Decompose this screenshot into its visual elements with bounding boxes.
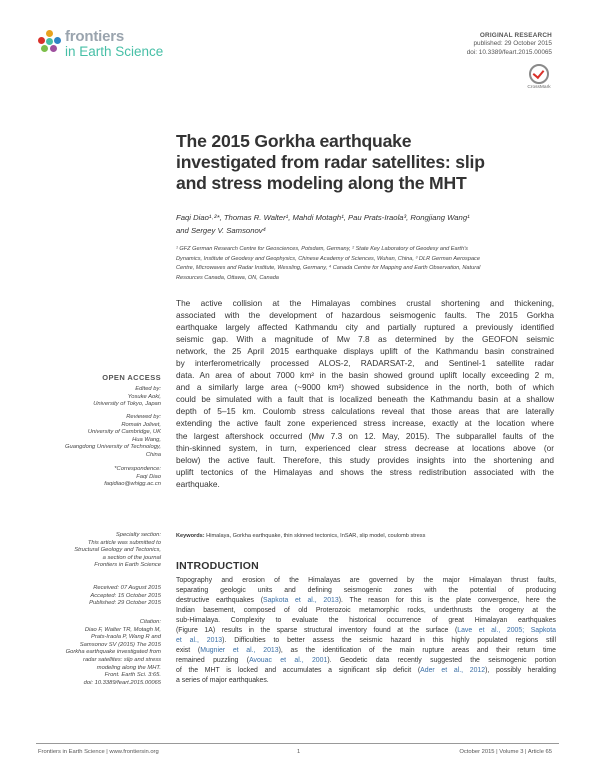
keywords-text: Himalaya, Gorkha earthquake, thin skinned tectonics, InSAR, slip model, coulomb stress xyxy=(206,533,426,539)
citation-link[interactable]: et al., 2013 xyxy=(176,637,223,645)
abstract-line: and a similarly large area (~9000 km²) showed subsidence in the north, both of which xyxy=(176,382,554,393)
citation xyxy=(41,619,161,687)
editor-line: University of Tokyo, Japan xyxy=(93,401,161,408)
intro-text: Topography and erosion of the Himalayas are governed by the major Himalayan thrust faults, xyxy=(176,577,556,584)
journal-logo[interactable] xyxy=(38,26,178,62)
author-list xyxy=(176,212,556,237)
citation-line: Diao F, Walter TR, Motagh M, xyxy=(84,626,161,633)
intro-text: separating geologic units and defining seismogenic zones with the potential of producing xyxy=(176,587,556,595)
footer-journal[interactable]: Frontiers in Earth Science | www.frontiersin.org xyxy=(38,749,159,755)
abstract xyxy=(176,297,554,490)
received-date: Received: 07 August 2015 xyxy=(93,585,161,591)
author-line: and Sergey V. Samsonov⁴ xyxy=(176,225,266,235)
specialty-line: This article was submitted to xyxy=(87,539,161,546)
citation-line: modeling along the MHT. xyxy=(96,664,161,671)
intro-text: ). The reason for this is the plate convergence, here the xyxy=(338,597,557,605)
abstract-line: earthquake largely affected Kathmandu city and partially ruptured a previously identified xyxy=(176,322,554,333)
article-meta xyxy=(467,32,552,57)
edited-by xyxy=(41,386,161,409)
title-line: investigated from radar satellites: slip xyxy=(176,152,485,172)
citation-link[interactable]: Avouac et al., 2001 xyxy=(249,657,328,665)
citation-link[interactable]: Ader et al., 2012 xyxy=(420,667,486,675)
abstract-line: extending the active fault zone experienced stress increase, exactly at the location where xyxy=(176,418,554,429)
intro-line xyxy=(176,676,556,686)
abstract-line: network, the 25 April 2015 earthquake displays uplift of the Kathmandu basin constrained xyxy=(176,346,554,357)
title-line: The 2015 Gorkha earthquake xyxy=(176,131,412,151)
correspondence xyxy=(41,466,161,489)
journal-name-line1: frontiers xyxy=(65,28,125,45)
citation-line: Prats-Iraola P, Wang R and xyxy=(90,634,161,641)
intro-line xyxy=(176,586,556,596)
intro-text: remained puzzling ( xyxy=(176,657,250,665)
intro-line xyxy=(176,596,556,606)
frontiers-logo-icon xyxy=(38,30,62,54)
reviewed-by xyxy=(41,414,161,460)
logo-dot xyxy=(54,37,61,44)
citation-link[interactable]: Lave et al., 2005; Sapkota xyxy=(457,627,556,635)
logo-dot xyxy=(46,38,53,45)
citation-line: Samsonov SV (2015) The 2015 xyxy=(79,641,161,648)
citation-link[interactable]: Mugnier et al., 2013 xyxy=(200,647,279,655)
specialty-label: Specialty section: xyxy=(115,532,161,538)
affiliation-line: Resources Canada, Ottawa, ON, Canada xyxy=(176,274,279,281)
affiliation-line: Dynamics, Institute of Geodesy and Geophysics, Chinese Academy of Sciences, Wuhan, China, ³ DLR German Aerospace xyxy=(176,255,480,262)
logo-dot xyxy=(41,45,48,52)
specialty-section xyxy=(41,532,161,570)
citation-line: Front. Earth Sci. 3:65. xyxy=(104,672,161,679)
intro-text: sub-Himalaya. Complexity to evaluate the historical occurrence of great Himalayan earthquakes xyxy=(176,617,556,625)
intro-text: exist ( xyxy=(176,647,201,655)
correspondence-email[interactable]: faqidiao@whigg.ac.cn xyxy=(104,481,161,488)
article-title xyxy=(176,131,561,194)
citation-link[interactable]: Sapkota et al., 2013 xyxy=(263,597,339,605)
reviewer-line: China xyxy=(145,451,161,458)
abstract-line: could be simulated with a fault that is localized beneath the Kathmandu basin at a shallow xyxy=(176,394,554,405)
intro-text: ). Difficulties to better assess the seismic hazard in this highly populated regions still xyxy=(222,637,556,645)
abstract-line: uplift tectonics of the Himalayas and shows the stress redistribution associated with the xyxy=(176,466,554,477)
reviewer-line: Romain Jolivet, xyxy=(121,421,161,428)
correspondence-label: *Correspondence: xyxy=(114,466,161,472)
specialty-line: a section of the journal xyxy=(102,554,161,561)
crossmark-icon xyxy=(529,64,549,84)
affiliation-line: Centre, Microwaves and Radar Institute, Wessling, Germany, ⁴ Canada Centre for Mapping and Earth Observation, Natural xyxy=(176,265,481,272)
intro-line xyxy=(176,616,556,626)
intro-text: (Figure 1A) results in the sparse structural inventory found at the surface ( xyxy=(176,627,458,635)
abstract-line: depth of 5–15 km. Coulomb stress calculations reveal that those areas that are laterally xyxy=(176,406,554,417)
intro-text: a series of major earthquakes. xyxy=(176,677,269,685)
intro-line xyxy=(176,576,556,586)
section-heading-introduction: INTRODUCTION xyxy=(176,560,259,572)
abstract-line: below) the active fault. Therefore, this study provides insights into the shortening and xyxy=(176,454,554,465)
reviewer-line: Guangdong University of Technology, xyxy=(64,444,161,451)
footer-divider xyxy=(36,743,559,744)
intro-text: ). Geodetic data recently suggested the seismogenic portion xyxy=(327,657,556,665)
intro-line xyxy=(176,656,556,666)
published-date: published: 29 October 2015 xyxy=(473,40,552,48)
edited-by-label: Edited by: xyxy=(135,386,161,392)
intro-line xyxy=(176,646,556,656)
abstract-line: by interferometrically processed ALOS-2, RADARSAT-2, and Sentinel-1 satellite radar xyxy=(176,358,554,369)
keywords xyxy=(176,532,556,540)
article-doi[interactable]: doi: 10.3389/feart.2015.00065 xyxy=(466,48,552,56)
affiliations xyxy=(176,245,556,283)
intro-line xyxy=(176,666,556,676)
published-date-side: Published: 29 October 2015 xyxy=(89,600,161,607)
title-line: and stress modeling along the MHT xyxy=(176,173,467,193)
intro-text: of the MHT is locked and accumulates a significant slip deficit ( xyxy=(176,667,421,675)
logo-dot xyxy=(50,45,57,52)
intro-text: destructive earthquakes ( xyxy=(176,597,263,605)
introduction-body xyxy=(176,576,556,687)
logo-dot xyxy=(46,30,53,37)
citation-line: Gorkha earthquake investigated from xyxy=(65,649,161,656)
intro-text: ), possibly heralding xyxy=(485,667,556,675)
abstract-line: earthquake. xyxy=(176,478,220,489)
intro-text: Indian basement, composed of old Proterozoic metamorphic rocks, underthrusts the orogeny at the xyxy=(176,607,556,615)
open-access-label: OPEN ACCESS xyxy=(102,373,161,382)
citation-doi[interactable]: doi: 10.3389/feart.2015.00065 xyxy=(83,679,161,686)
citation-label: Citation: xyxy=(139,619,161,625)
abstract-line: seismic gap. With a magnitude of Mw 7.8 as determined by the GEOFON seismic xyxy=(176,334,554,345)
specialty-line: Structural Geology and Tectonics, xyxy=(74,547,161,554)
crossmark-label: CrossMark xyxy=(527,85,551,90)
correspondence-name: Faqi Diao xyxy=(136,473,161,480)
journal-name-line2: in Earth Science xyxy=(65,44,164,59)
page-number: 1 xyxy=(297,749,301,755)
article-type: ORIGINAL RESEARCH xyxy=(479,32,552,39)
intro-line xyxy=(176,626,556,636)
footer-issue: October 2015 | Volume 3 | Article 65 xyxy=(459,749,552,755)
citation-line: radar satellites: slip and stress xyxy=(83,656,161,663)
editor-line: Yosuke Aoki, xyxy=(127,393,161,400)
intro-text: ), as the identification of the main rupture areas and their return time xyxy=(278,647,556,655)
abstract-line: The active collision at the Himalayas combines crustal shortening and thickening, xyxy=(176,298,554,308)
intro-line xyxy=(176,636,556,646)
specialty-line: Frontiers in Earth Science xyxy=(94,562,161,569)
reviewed-by-label: Reviewed by: xyxy=(126,414,161,420)
reviewer-line: Hua Wang, xyxy=(132,436,161,443)
affiliation-line: ¹ GFZ German Research Centre for Geosciences, Potsdam, Germany, ² State Key Laboratory of Geodesy and Earth's xyxy=(176,246,468,252)
keywords-label: Keywords: xyxy=(176,533,205,539)
abstract-line: thin-skinned system, in turn, experienced clear stress decrease at locations above (or xyxy=(176,442,554,453)
article-dates xyxy=(41,585,161,608)
author-line: Faqi Diao¹˒²*, Thomas R. Walter¹, Mahdi Motagh¹, Pau Prats-Iraola³, Rongjiang Wang¹ xyxy=(176,213,470,222)
abstract-line: associated with the development of hazardous seismogenic faults. The 2015 Gorkha xyxy=(176,310,554,321)
abstract-line: the largest aftershock occurred (Mw 7.3 on 12. May, 2015). The subparallel faults of the xyxy=(176,430,554,441)
intro-line xyxy=(176,606,556,616)
crossmark-badge[interactable] xyxy=(526,64,552,90)
abstract-line: data. An area of about 7000 km² in the basin showed ground uplift locally exceeding 2 m, xyxy=(176,370,554,381)
reviewer-line: University of Cambridge, UK xyxy=(87,429,161,436)
accepted-date: Accepted: 15 October 2015 xyxy=(90,592,161,599)
logo-dot xyxy=(38,37,45,44)
